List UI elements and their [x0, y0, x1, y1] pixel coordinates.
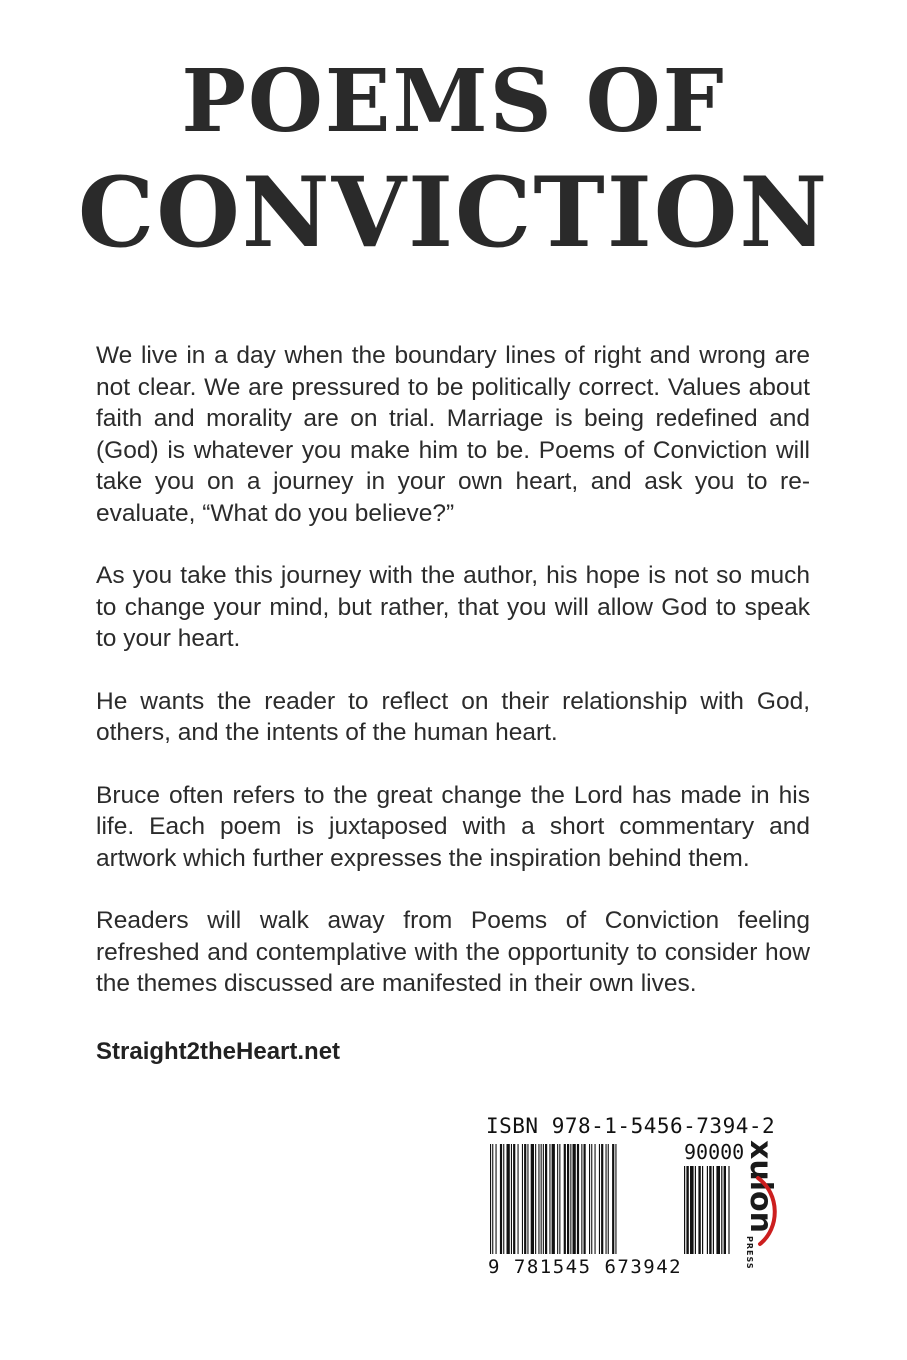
author-website: Straight2theHeart.net — [96, 1038, 341, 1065]
publisher-logo-text: xulon — [743, 1140, 778, 1233]
xulon-logo-icon — [742, 1140, 782, 1270]
publisher-logo-subtext: PRESS — [745, 1236, 754, 1270]
book-description — [96, 340, 810, 1031]
book-title-line-1: POEMS OF — [181, 51, 726, 152]
barcode-price-code: 90000 — [684, 1140, 745, 1164]
isbn-label: ISBN 978-1-5456-7394-2 — [486, 1114, 776, 1138]
barcode-digits: 9 781545 673942 — [488, 1256, 683, 1278]
logo-swoosh-icon — [754, 1174, 780, 1248]
barcode-addon-bars — [684, 1166, 746, 1254]
description-paragraph-4: Bruce often refers to the great change the Lord has made in his life. Each poem is juxtaposed with a short commentary and artwork which further expresses the inspiration behind them. — [96, 781, 810, 872]
description-paragraph-5: Readers will walk away from Poems of Conviction feeling refreshed and contemplative with the opportunity to consider how the themes discussed are manifested in their own lives. — [96, 907, 810, 997]
book-title-line-2: CONVICTION — [77, 156, 830, 269]
barcode-main-bars — [490, 1144, 655, 1254]
description-paragraph-3: He wants the reader to reflect on their relationship with God, others, and the intents of the human heart. — [96, 687, 810, 746]
description-paragraph-2: As you take this journey with the author, his hope is not so much to change your mind, but rather, that you will allow God to speak to your heart. — [96, 562, 810, 652]
description-paragraph-1: We live in a day when the boundary lines of right and wrong are not clear. We are pressured to be politically correct. Values about faith and morality are on trial. Marriage is being redefined and (God) is whatever you make him to be. Poems of Conviction will take you on a journey in your own heart, and ask you to re-evaluate, “What do you believe?” — [96, 342, 810, 527]
